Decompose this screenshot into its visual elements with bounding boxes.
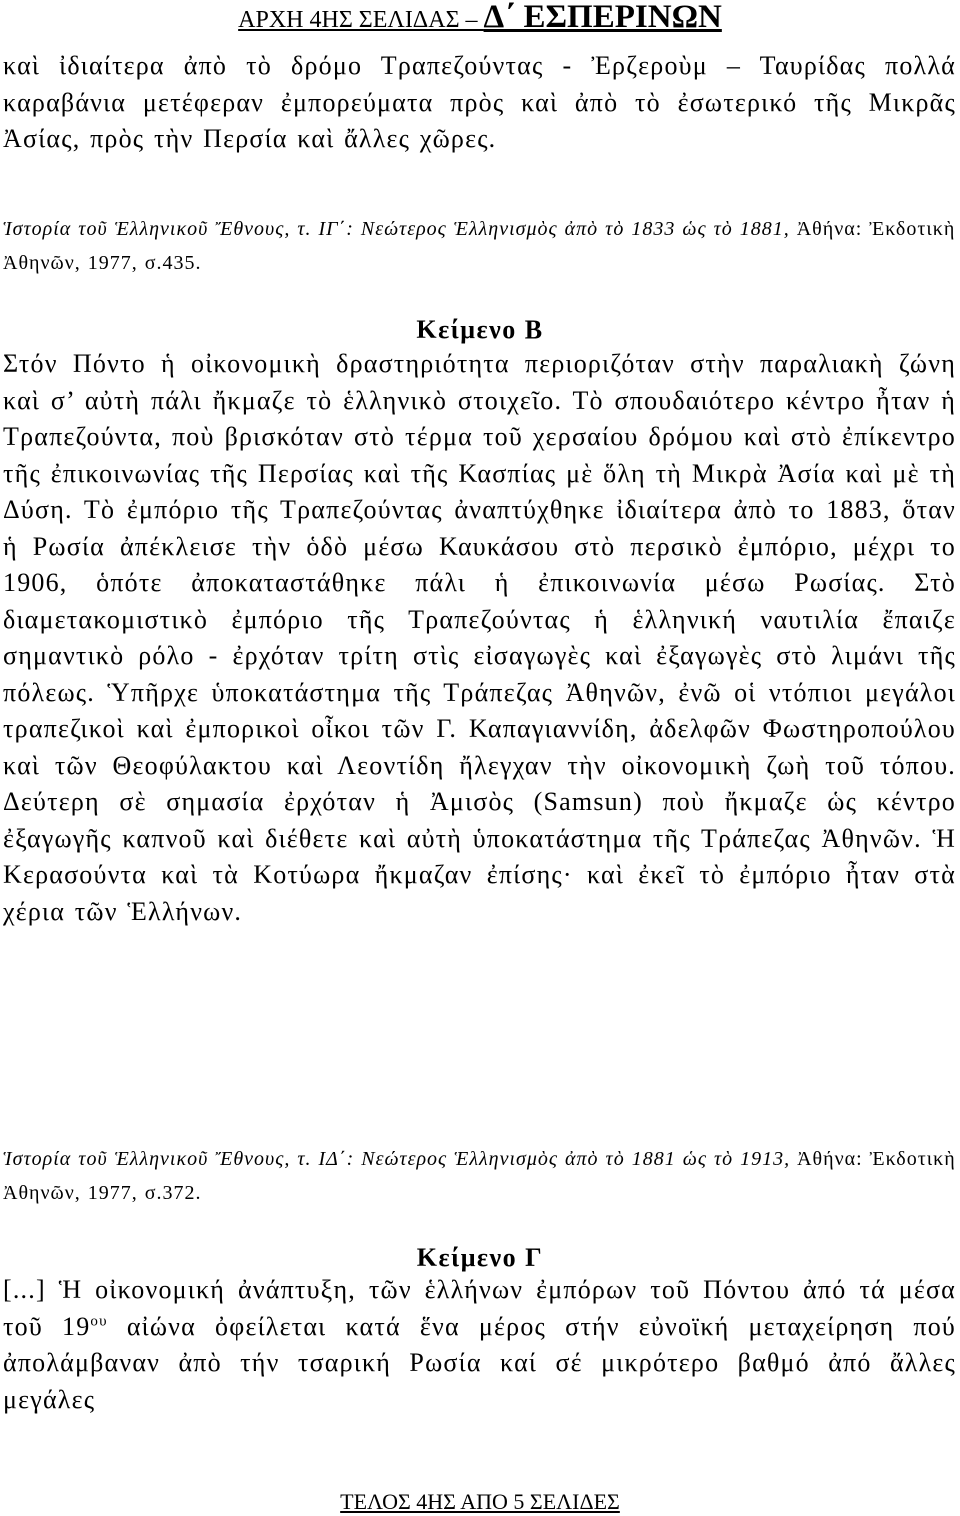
text-c-superscript: ου <box>90 1312 108 1329</box>
text-c-before: [...] Ἡ οἰκονομική ἀνάπτυξη, τῶν ἑλλήνων ἐμπόρων τοῦ Πόντου ἀπό τά μέσα τοῦ 19 <box>3 1275 956 1341</box>
reference-2-italic: Ἱστορία τοῦ Ἑλληνικοῦ Ἔθνους, τ. ΙΔ΄: Νεώτερος Ἑλληνισμὸς ἀπὸ τὸ 1881 ὡς τὸ 1913, <box>3 1148 791 1170</box>
header-prefix: ΑΡΧΗ 4ΗΣ ΣΕΛΙΔΑΣ – <box>238 7 484 33</box>
heading-text-b: Κείμενο Β <box>416 315 544 344</box>
page-footer: ΤΕΛΟΣ 4ΗΣ ΑΠΟ 5 ΣΕΛΙΔΕΣ <box>340 1489 620 1514</box>
intro-paragraph: καὶ ἰδιαίτερα ἀπὸ τὸ δρόμο Τραπεζούντας - Ἐρζεροὺμ – Ταυρίδας πολλά καραβάνια μετέφεραν ἐμπορεύματα πρὸς καὶ ἀπὸ τὸ ἐσωτερικό τῆς Μικρᾶς Ἀσίας, πρὸς τὴν Περσία καὶ ἄλλες χῶρες. <box>3 51 956 153</box>
text-b-paragraph: Στόν Πόντο ἡ οἰκονομικὴ δραστηριότητα περιοριζόταν στὴν παραλιακὴ ζώνη καὶ σ’ αὐτὴ πάλι ἤκμαζε τὸ ἑλληνικὸ στοιχεῖο. Τὸ σπουδαιότερο κέντρο ἦταν ἡ Τραπεζούντα, ποὺ βρισκόταν στὸ τέρμα τοῦ χερσαίου δρόμου καὶ στὸ ἐπίκεντρο τῆς ἐπικοινωνίας τῆς Περσίας καὶ τῆς Κασπίας μὲ ὅλη τὴ Μικρὰ Ἀσία καὶ μὲ τὴ Δύση. Τὸ ἐμπόριο τῆς Τραπεζούντας ἀναπτύχθηκε ἰδιαίτερα ἀπὸ το 1883, ὅταν ἡ Ρωσία ἀπέκλεισε τὴν ὁδὸ μέσω Καυκάσου στὸ περσικὸ ἐμπόριο, μέχρι το 1906, ὁπότε ἀποκαταστάθηκε πάλι ἡ ἐπικοινωνία μέσω Ρωσίας. Στὸ διαμετακομιστικὸ ἐμπόριο τῆς Τραπεζούντας ἡ ἑλληνική ναυτιλία ἔπαιζε σημαντικὸ ρόλο - ἐρχόταν τρίτη στὶς εἰσαγωγὲς καὶ ἐξαγωγὲς στὸ λιμάνι τῆς πόλεως. Ὑπῆρχε ὑποκατάστημα τῆς Τράπεζας Ἀθηνῶν, ἐνῶ οἱ ντόπιοι μεγάλοι τραπεζικοὶ καὶ ἐμπορικοὶ οἶκοι τῶν Γ. Καπαγιαννίδη, ἀδελφῶν Φωστηροπούλου καὶ τῶν Θεοφύλακτου καὶ Λεοντίδη ἤλεγχαν τὴν οἰκονομικὴ ζωὴ τοῦ τόπου. Δεύτερη σὲ σημασία ἐρχόταν ἡ Ἀμισὸς (Samsun) ποὺ ἤκμαζε ὡς κέντρο ἐξαγωγῆς καπνοῦ καὶ διέθετε καὶ αὐτὴ ὑποκατάστημα τῆς Τράπεζας Ἀθηνῶν. Ἡ Κερασούντα καὶ τὰ Κοτύωρα ἤκμαζαν ἐπίσης· καὶ ἐκεῖ τὸ ἐμπόριο ἦταν στὰ χέρια τῶν Ἑλλήνων. <box>3 349 956 926</box>
text-c-paragraph <box>3 1272 956 1418</box>
reference-1-plain: Ἀθήνα: Ἐκδοτικὴ Ἀθηνῶν, 1977, σ.435. <box>3 218 956 274</box>
reference-2 <box>3 1142 956 1210</box>
page-header <box>0 0 960 37</box>
reference-1 <box>3 212 956 280</box>
text-c-after: αἰώνα ὀφείλεται κατά ἕνα μέρος στήν εὐνοϊκή μεταχείρηση πού ἀπολάμβαναν ἀπὸ τήν τσαρική Ρωσία καί σέ μικρότερο βαθμό ἀπό ἄλλες μεγάλες <box>3 1311 956 1414</box>
heading-text-c: Κείμενο Γ <box>416 1243 544 1272</box>
header-title: Δ΄ ΕΣΠΕΡΙΝΩΝ <box>483 0 722 35</box>
reference-1-italic: Ἱστορία τοῦ Ἑλληνικοῦ Ἔθνους, τ. ΙΓ΄: Νεώτερος Ἑλληνισμὸς ἀπὸ τὸ 1833 ὡς τὸ 1881, <box>3 218 790 240</box>
reference-2-plain: Ἀθήνα: Ἐκδοτικὴ Ἀθηνῶν, 1977, σ.372. <box>3 1148 956 1204</box>
